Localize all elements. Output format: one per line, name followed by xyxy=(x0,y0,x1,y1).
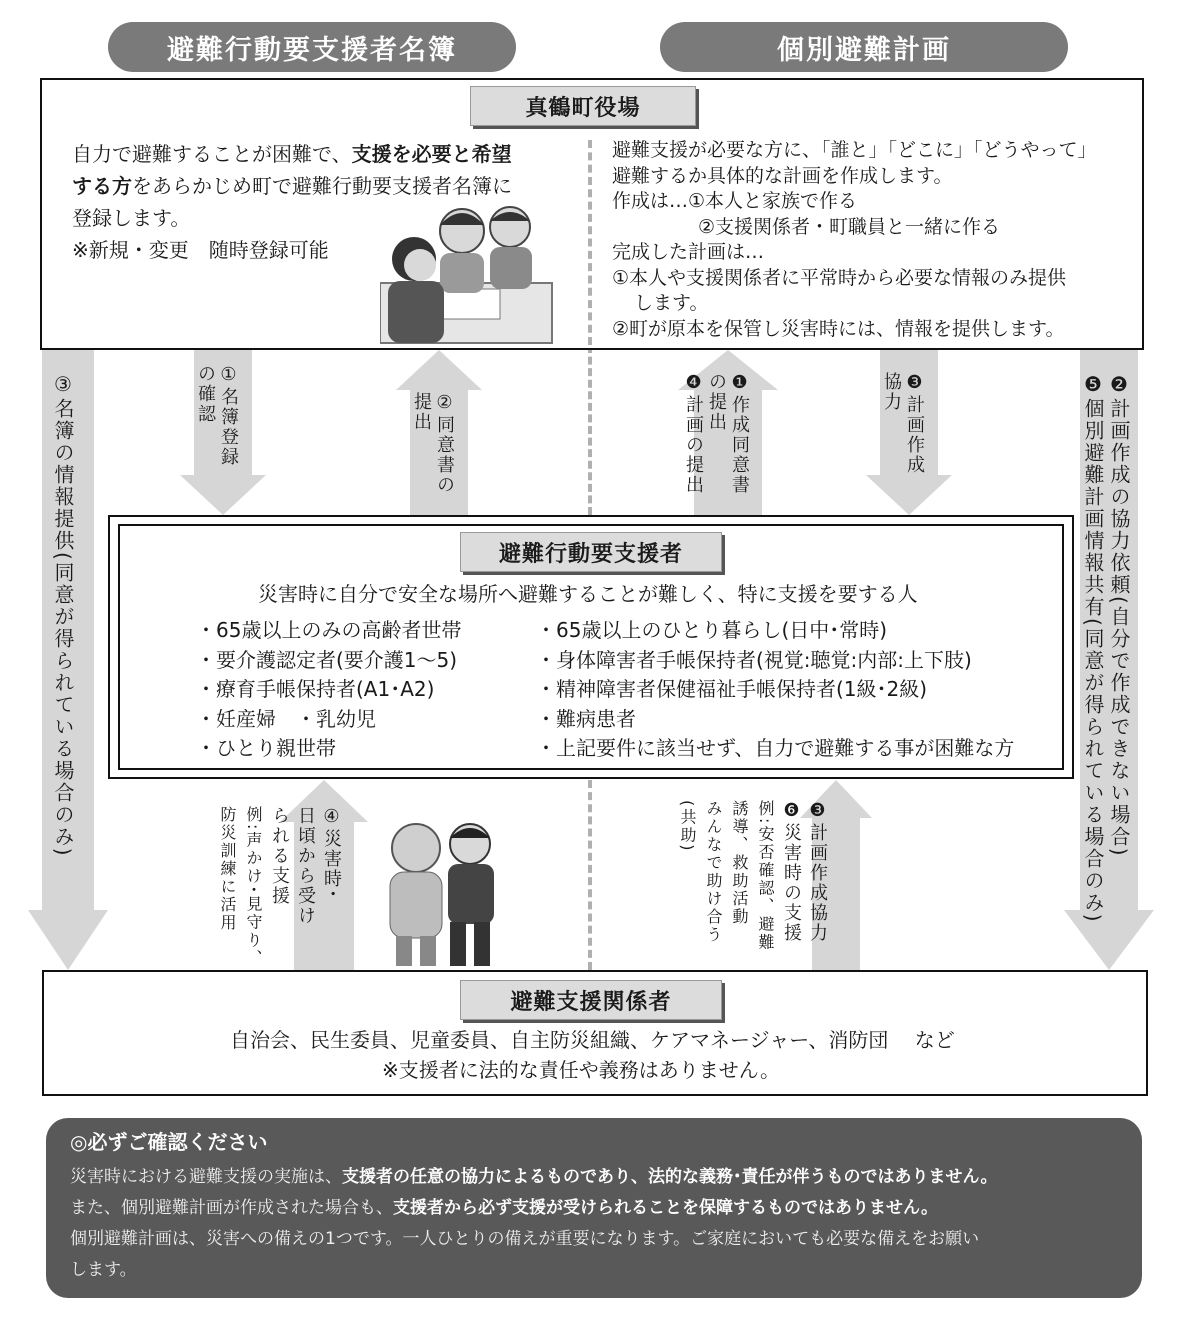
notice-p2a: また、個別避難計画が作成された場合も、 xyxy=(70,1198,393,1218)
notice-p3: 個別避難計画は、災害への備えの1つです。一人ひとりの備えが重要になります。ご家庭においても必要な備えをお願い xyxy=(70,1229,980,1249)
arrow-r3-label xyxy=(880,372,926,475)
list-item: ・65歳以上のひとり暮らし(日中･常時) xyxy=(536,618,888,642)
notice-title: ◎必ずご確認ください xyxy=(70,1130,268,1154)
list-item: ・上記要件に該当せず、自力で避難する事が困難な方 xyxy=(536,736,1015,760)
supporters-title-text: 避難支援関係者 xyxy=(510,989,672,1015)
requester-title-text: 避難行動要支援者 xyxy=(498,541,683,567)
arrow-l4-line3: られる支援 xyxy=(269,806,290,906)
arrow-r1-title: ❶作成同意書 xyxy=(729,372,750,495)
arrow-r3-title: ❸計画作成 xyxy=(904,372,925,475)
plan-line-3: 作成は…①本人と家族で作る xyxy=(612,190,858,212)
requester-lead: 災害時に自分で安全な場所へ避難することが難しく、特に支援を要する人 xyxy=(258,582,918,606)
header-plan xyxy=(660,22,1068,72)
arrow-l4-line1: ④災害時･ xyxy=(321,806,342,900)
registry-line-4: ※新規・変更 随時登録可能 xyxy=(72,238,329,262)
plan-line-4: ②支援関係者・町職員と一緒に作る xyxy=(698,215,1001,238)
arrow-r1-r4-label xyxy=(682,372,751,495)
arrow-l4-example2: 防災訓練に活用 xyxy=(218,806,237,932)
list-item: ・難病患者 xyxy=(536,706,636,731)
arrow-r3-sub: 協力 xyxy=(881,372,902,412)
arrow-l4-line2: 日頃から受け xyxy=(295,806,316,926)
list-item: ・療育手帳保持者(A1･A2) xyxy=(196,677,435,701)
notice-p1b: 支援者の任意の協力によるものであり、法的な義務･責任が伴うものではありません。 xyxy=(342,1167,998,1187)
supporters-line2: ※支援者に法的な責任や義務はありません。 xyxy=(382,1058,780,1082)
list-item: ・妊産婦 ・乳幼児 xyxy=(196,706,376,731)
header-registry xyxy=(108,22,516,72)
notice-p1a: 災害時における避難支援の実施は、 xyxy=(70,1167,342,1187)
arrow-l4-example1: 例:声かけ･見守り、 xyxy=(244,806,263,968)
requester-title xyxy=(460,532,722,572)
list-item: ・要介護認定者(要介護1～5) xyxy=(196,647,458,672)
arrow-a2-sub: 提出 xyxy=(411,392,432,432)
arrow-r4-title: ❹計画の提出 xyxy=(683,372,704,495)
registry-line-1b: 支援を必要と希望 xyxy=(351,142,512,166)
registry-line-2a: する方 xyxy=(72,174,132,198)
center-divider-lower xyxy=(588,780,592,970)
list-item: ・身体障害者手帳保持者(視覚:聴覚:内部:上下肢) xyxy=(536,647,972,672)
arrow-r6-example2: 誘導、救助活動 xyxy=(730,800,749,926)
arrow-a2-title: ②同意書の xyxy=(434,392,455,495)
arrow-r6-example1: 例:安否確認、避難 xyxy=(756,800,775,952)
list-item: ・65歳以上のみの高齢者世帯 xyxy=(196,618,462,642)
registry-line-1a: 自力で避難することが困難で、 xyxy=(72,142,352,166)
arrow-a1-title: ①名簿登録 xyxy=(218,364,239,467)
arrow-a2-label xyxy=(410,392,456,495)
plan-description xyxy=(612,138,1097,342)
plan-line-7: します。 xyxy=(634,292,709,314)
arrow-r6-example3: みんなで助け合う xyxy=(704,800,723,944)
list-item: ・ひとり親世帯 xyxy=(196,736,336,760)
requester-left-list xyxy=(196,616,461,764)
notice-body xyxy=(70,1162,1130,1286)
consultation-illustration xyxy=(380,205,560,347)
notice-p2b: 支援者から必ず支援が受けられることを保障するものではありません。 xyxy=(393,1198,939,1218)
arrow-lower-r6-title: ❻災害時の支援 xyxy=(781,800,802,943)
arrow-r5-label: ❺個別避難計画情報共有(同意が得られている場合のみ) xyxy=(1081,372,1105,924)
supporters-title xyxy=(460,980,722,1020)
notice-p4: します。 xyxy=(70,1260,137,1280)
town-hall-title-text: 真鶴町役場 xyxy=(525,95,641,121)
town-hall-title xyxy=(470,86,696,126)
arrow-left-long-label: ③名簿の情報提供(同意が得られている場合のみ) xyxy=(51,372,75,858)
arrow-right-long-labels xyxy=(1080,372,1132,924)
town-hall-divider xyxy=(588,140,592,345)
registry-line-3: 登録します。 xyxy=(72,206,191,230)
list-item: ・精神障害者保健福祉手帳保持者(1級･2級) xyxy=(536,677,928,701)
registry-line-2b: をあらかじめ町で避難行動要支援者名簿に xyxy=(132,174,512,198)
arrow-r3-r6-label xyxy=(674,800,830,951)
arrow-r2-label: ❷計画作成の協力依頼(自分で作成できない場合) xyxy=(1107,372,1131,858)
arrow-lower-r3-title: ❸計画作成協力 xyxy=(807,800,828,943)
plan-line-2: 避難するか具体的な計画を作成します。 xyxy=(612,164,953,187)
arrow-l4-label xyxy=(214,806,344,967)
plan-line-5: 完成した計画は… xyxy=(612,241,765,263)
requester-right-list xyxy=(536,616,1014,764)
plan-line-6: ①本人や支援関係者に平常時から必要な情報のみ提供 xyxy=(612,266,1067,289)
center-divider-upper xyxy=(588,345,592,515)
supporters-line1: 自治会、民生委員、児童委員、自主防災組織、ケアマネージャー、消防団 など xyxy=(230,1028,955,1052)
plan-line-8: ②町が原本を保管し災害時には、情報を提供します。 xyxy=(612,317,1065,340)
header-registry-label: 避難行動要支援者名簿 xyxy=(167,34,457,66)
header-plan-label: 個別避難計画 xyxy=(777,34,951,66)
arrow-a1-sub: の確認 xyxy=(195,364,216,424)
arrow-r6-example4: (共助) xyxy=(678,800,697,853)
arrow-r1-sub: の提出 xyxy=(706,372,727,432)
plan-line-1: 避難支援が必要な方に、「誰と」「どこに」「どうやって」 xyxy=(612,139,1097,161)
arrow-a1-label xyxy=(194,364,240,467)
helper-illustration xyxy=(378,818,508,968)
